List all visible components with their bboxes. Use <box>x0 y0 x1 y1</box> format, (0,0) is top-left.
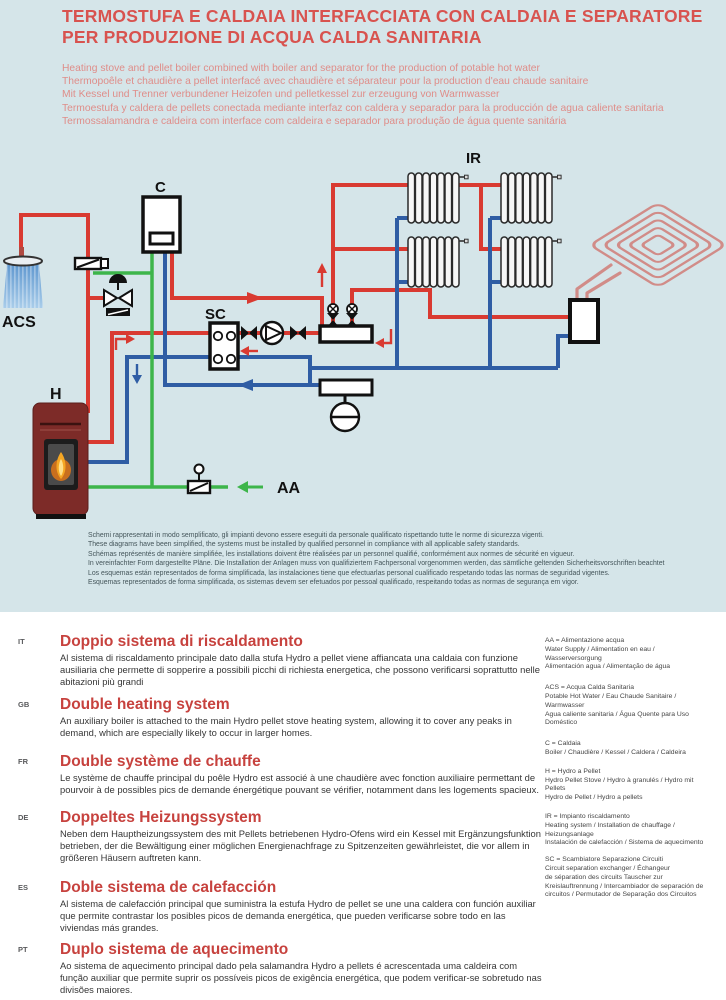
floor-heating-coil <box>577 203 726 300</box>
legend-line: IR = Impianto riscaldamento <box>545 812 630 820</box>
boiler <box>143 197 180 252</box>
legend-line: AA = Alimentazione acqua <box>545 637 625 644</box>
return-manifold <box>320 380 372 431</box>
legend-item-sc <box>545 856 723 900</box>
disclaimer-line: Schemi rappresentati in modo semplificato, gli impianti devono essere eseguiti da personale qualificato rispettando tutte le norme di sicurezza vigenti. <box>88 532 544 539</box>
label-boiler: C <box>155 179 166 196</box>
legend-line: Hydro Pellet Stove / Hydro à granulés / Hydro mit <box>545 776 694 784</box>
legend-line: de séparation des circuits Tauscher zur <box>545 873 663 881</box>
lang-code-gb: GB <box>18 700 30 709</box>
subtitle-pt: Termossalamandra e caldeira com interface com caldeira e separador para produção de água quente sanitária <box>62 115 567 127</box>
label-stove: H <box>50 386 62 403</box>
circulation-pump <box>261 322 283 344</box>
lang-code-pt: PT <box>18 945 28 954</box>
disclaimer-line: In vereinfachter Form dargestellte Pläne. Die Installation der Anlagen muss von qualifiziertem Fachpersonal vorgenommen werden, das sämtliche geltenden Sicherheitsvorschriften beachtet <box>88 560 665 568</box>
radiators <box>408 173 561 287</box>
legend-item-ir <box>545 813 723 848</box>
page-title <box>62 6 712 48</box>
legend-line: ACS = Acqua Calda Sanitaria <box>545 684 634 692</box>
legend-line: Warmwasser <box>545 701 585 709</box>
legend-line: Wasserversorgung <box>545 654 602 662</box>
legend-item-aa <box>545 637 723 672</box>
label-exchanger: SC <box>205 306 226 323</box>
legend-line: Doméstico <box>545 719 578 727</box>
section-fr <box>0 753 545 796</box>
disclaimer-line: Esquemas representados de forma simplificada, os sistemas devem ser efetuados por pessoal qualificado, respeitando todas as normas de segurança em vigor. <box>88 579 579 587</box>
legend-line: Alimentación agua / Alimentação de água <box>545 663 671 671</box>
title-line-2: PER PRODUZIONE DI ACQUA CALDA SANITARIA <box>62 27 482 47</box>
section-heading: Doppeltes Heizungssystem <box>60 809 262 826</box>
section-body: Al sistema di riscaldamento principale dato dalla stufa Hydro a pellet viene affiancata una caldaia con funzione ausiliaria che permette di sopperire a possibili picchi di richiesta energetica, che possono verificarsi soprattutto nelle abitazioni più grandi <box>60 652 540 687</box>
section-de <box>0 809 545 864</box>
water-supply-valve <box>188 465 210 494</box>
legend-line: Potable Hot Water / Eau Chaude Sanitaire / <box>545 692 677 700</box>
disclaimer-line: Los esquemas están representados de forma simplificada, las instalaciones tiene que efectuarlas personal cualificado respetando todas las normas de seguridad vigentes. <box>88 569 610 577</box>
pellet-stove <box>33 403 88 519</box>
legend-line: C = Caldaia <box>545 740 581 748</box>
legend-line: Circuit separation exchanger / Échangeur <box>545 864 671 872</box>
section-heading: Double heating system <box>60 696 230 713</box>
section-es <box>0 879 545 934</box>
subtitle-translations <box>62 62 712 128</box>
lang-code-it: IT <box>18 637 25 646</box>
section-heading: Duplo sistema de aquecimento <box>60 941 289 958</box>
section-body: Al sistema de calefacción principal que suministra la estufa Hydro de pellet se une una caldera con función auxiliar que permite contrastar los posibles picos de demanda energética, que pueden verificarse sobre todo en las viviendas más grandes. <box>60 898 536 933</box>
floor-manifold <box>570 300 598 342</box>
plate-exchanger <box>210 323 238 369</box>
disclaimer-line: Schémas représentés de manière simplifiée, les installations doivent être réalisées par un personnel qualifié, conformément aux normes de sécurité en vigueur. <box>88 550 575 558</box>
subtitle-es: Termoestufa y caldera de pellets conectada mediante interfaz con caldera y separador para la producción de agua caliente sanitaria <box>62 102 664 114</box>
mixing-valve <box>104 274 132 316</box>
legend-line: Boiler / Chaudière / Kessel / Caldera / Caldeira <box>545 748 686 756</box>
legend-line: circuitos / Permutador de Separação dos Circuitos <box>545 891 697 899</box>
legend-line: Hydro de Pellet / Hydro a pellets <box>545 794 643 802</box>
legend-line: Kreislauftrennung / Intercambiador de separación de <box>545 882 704 890</box>
lang-code-es: ES <box>18 883 29 892</box>
subtitle-fr: Thermopoêle et chaudière a pellet interfacé avec chaudière et séparateur pour la production d'eau chaude sanitaire <box>62 76 589 88</box>
section-heading: Doppio sistema di riscaldamento <box>60 633 303 650</box>
section-body: Le système de chauffe principal du poêle Hydro est associé à une chaudière avec fonction auxiliaire permettant de pourvoir à de possibles pics de demande énergétique pouvant se vérifier, notamment dans les logements spacieux. <box>60 772 539 795</box>
section-body: An auxiliary boiler is attached to the main Hydro pellet stove heating system, allowing it to cover any peaks in demand, which are especially likely to occur in larger homes. <box>60 715 512 738</box>
section-heading: Doble sistema de calefacción <box>60 879 277 896</box>
legend-line: Agua caliente sanitaria / Água Quente para Uso <box>545 710 689 718</box>
legend-item-h <box>545 768 723 803</box>
check-valve <box>75 258 108 269</box>
label-water-supply: AA <box>277 480 301 497</box>
legend-line: H = Hydro a Pellet <box>545 767 601 775</box>
lang-code-fr: FR <box>18 757 28 766</box>
legend-item-c <box>545 740 723 758</box>
label-heating-circuit: IR <box>466 150 481 167</box>
legend-line: Heizungsanlage <box>545 830 594 838</box>
section-gb <box>0 696 545 739</box>
disclaimer-line: These diagrams have been simplified, the systems must be installed by qualified personnel in compliance with all applicable safety standards. <box>88 541 520 549</box>
title-line-1: TERMOSTUFA E CALDAIA INTERFACCIATA CON CALDAIA E SEPARATORE <box>62 6 703 26</box>
supply-manifold <box>320 304 372 342</box>
legend-line: Pellets <box>545 785 566 793</box>
section-pt <box>0 941 545 996</box>
label-dhw: ACS <box>2 314 36 331</box>
subtitle-en: Heating stove and pellet boiler combined with boiler and separator for the production of potable hot water <box>62 63 540 74</box>
legend-line: SC = Scambiatore Separazione Circuiti <box>545 856 664 864</box>
section-it <box>0 633 545 688</box>
section-body: Ao sistema de aquecimento principal dado pela salamandra Hydro a pellets é acrescentada uma caldeira com função auxiliar que permite suprir os possíveis picos de exigência energética, que podem verificar-se sobretudo nas divisões maiores. <box>60 960 542 995</box>
safety-disclaimer <box>88 531 688 587</box>
legend-line: Water Supply / Alimentation en eau / <box>545 645 655 653</box>
section-body: Neben dem Hauptheizungssystem des mit Pellets betriebenen Hydro-Ofens wird ein Kessel mit Ergänzungsfunktion betrieben, der die Bewältigung einer möglichen Energienachfrage zu Spitzenzeiten gewährleistet, die vor allem in größeren Häusern auftreten kann. <box>60 828 541 863</box>
section-heading: Double système de chauffe <box>60 753 261 770</box>
abbreviation-legend <box>545 637 723 912</box>
legend-item-acs <box>545 684 723 728</box>
hydraulic-schematic <box>0 140 726 530</box>
subtitle-de: Mit Kessel und Trenner verbundener Heizofen und pelletkessel zur erzeugung von Warmwasser <box>62 89 500 101</box>
lang-code-de: DE <box>18 813 29 822</box>
legend-line: Instalación de calefacción / Sistema de aquecimento <box>545 839 704 847</box>
legend-line: Heating system / Installation de chauffage / <box>545 821 675 829</box>
flow-arrows <box>116 263 391 493</box>
shower-head <box>3 247 43 308</box>
water-pipes-green <box>88 252 228 487</box>
supply-pipes-red <box>21 185 570 442</box>
